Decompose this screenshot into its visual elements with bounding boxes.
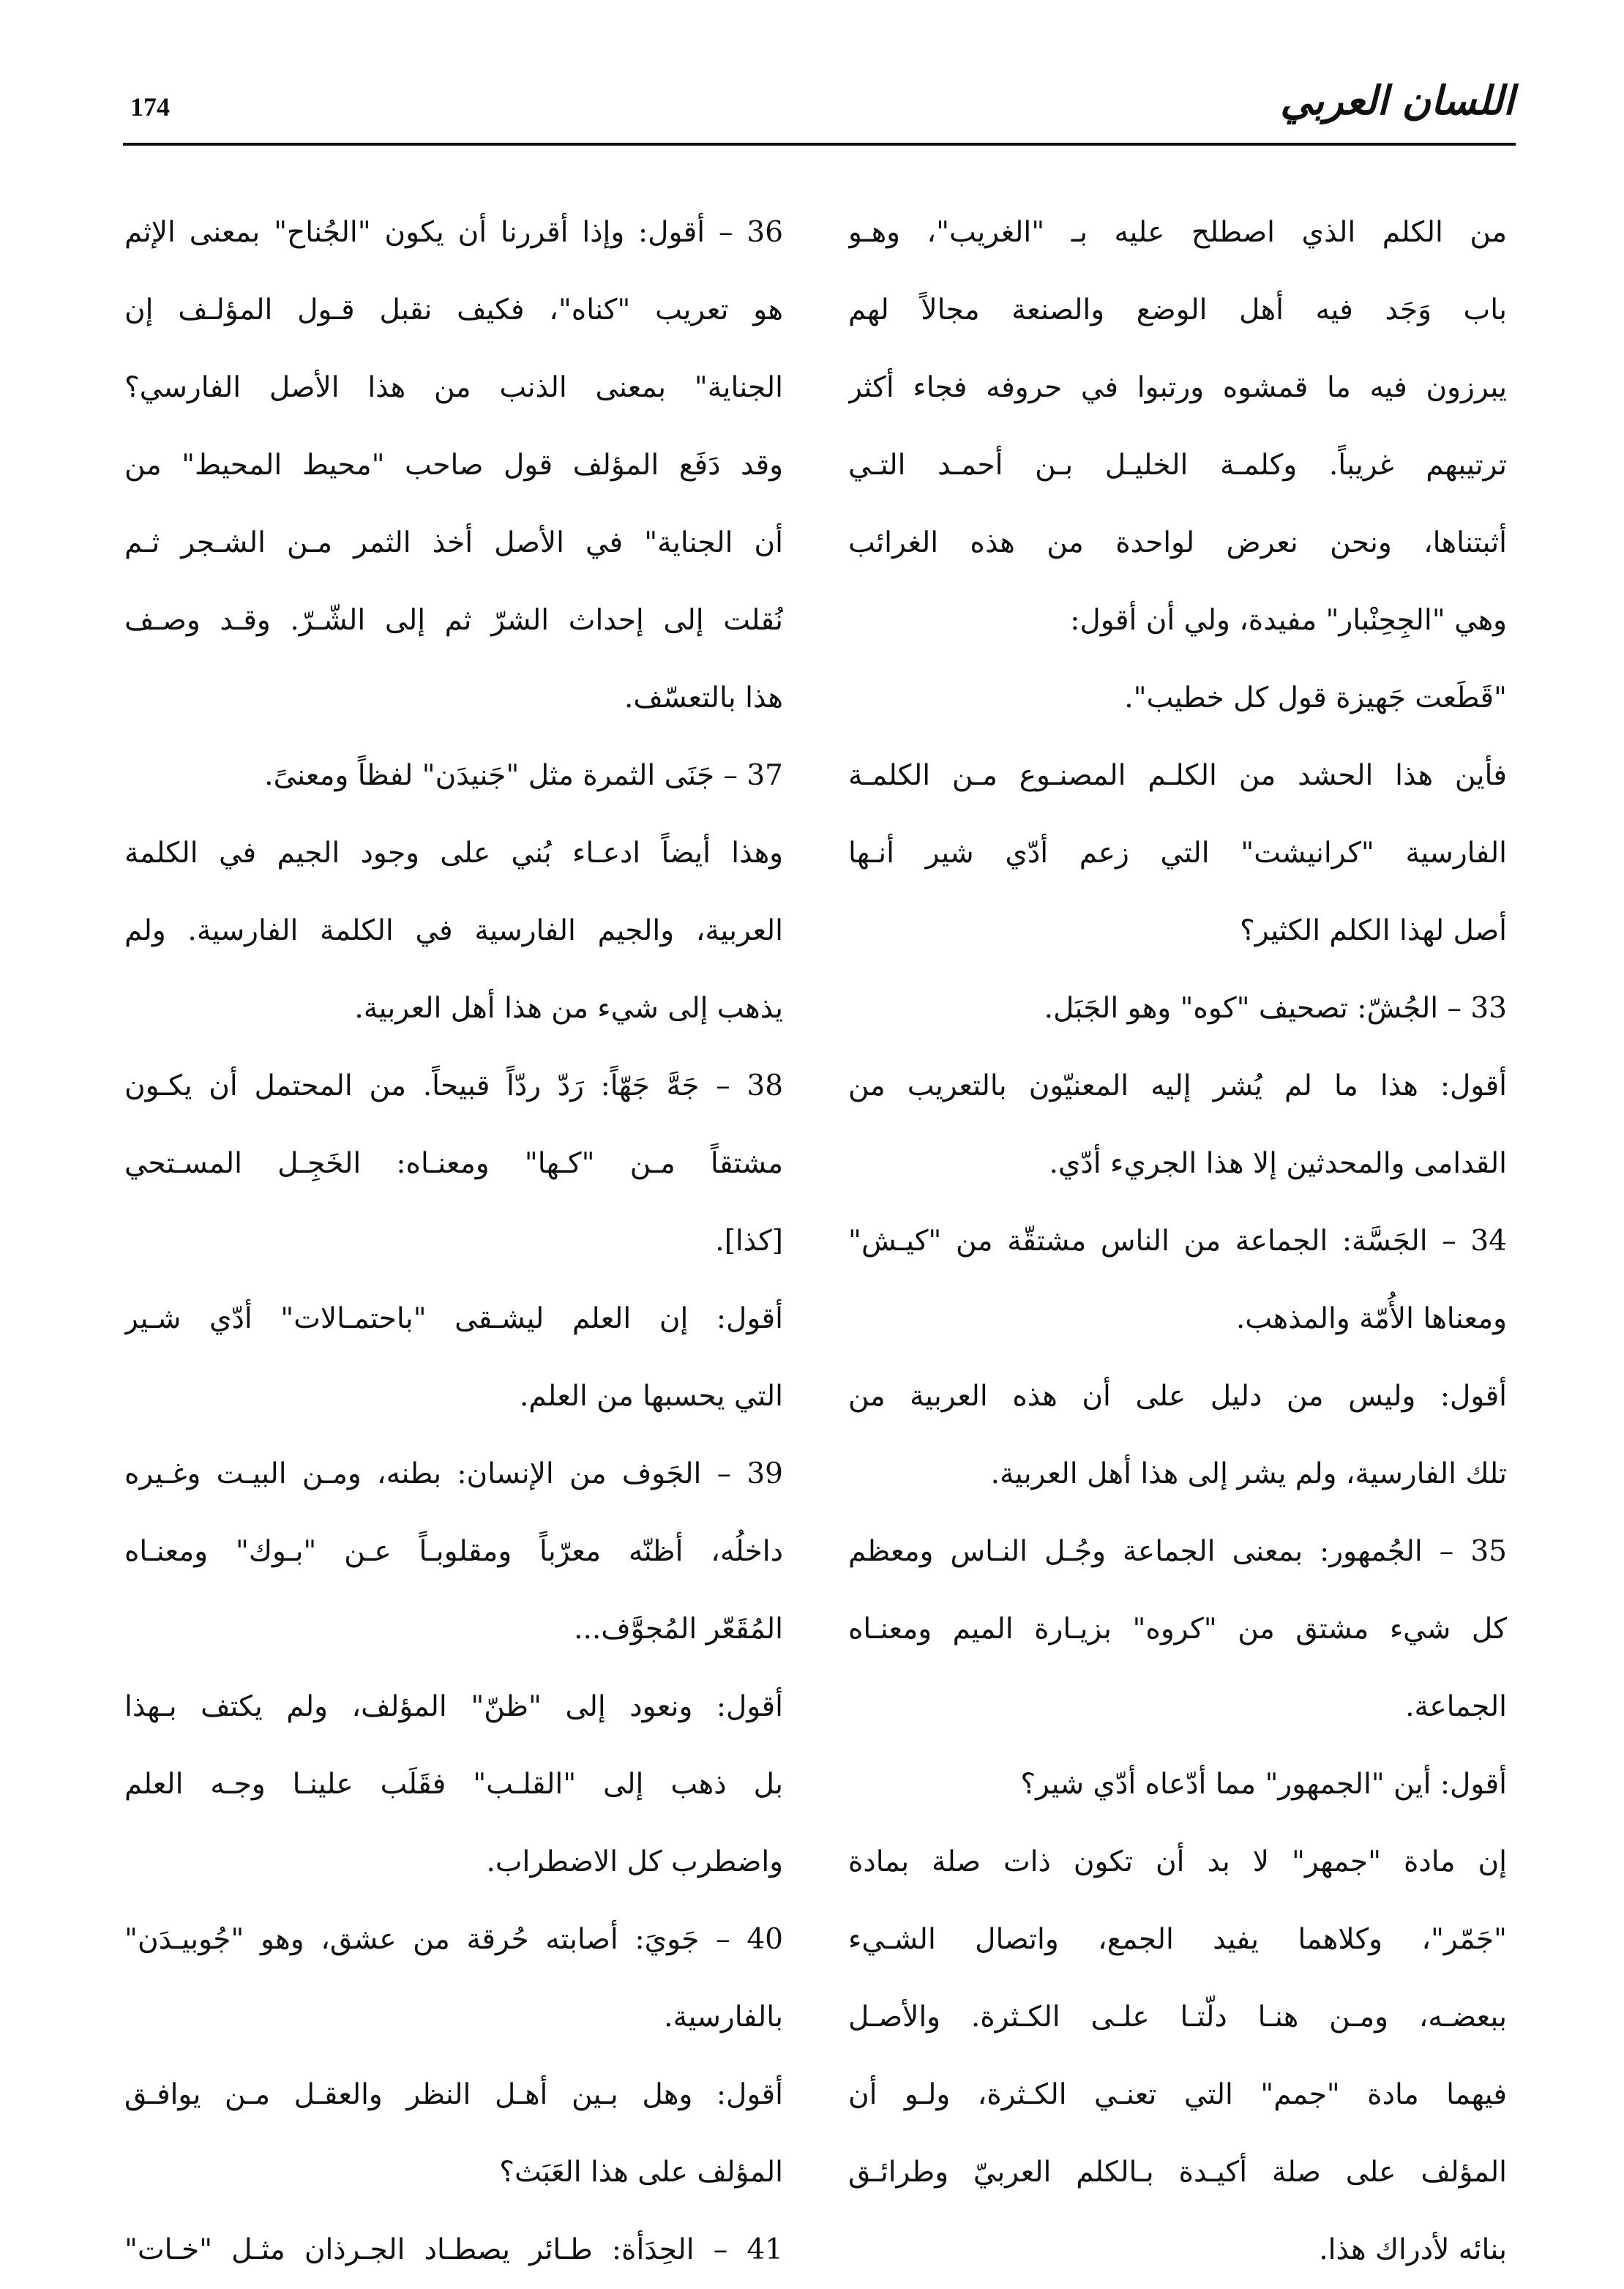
line-text: يبرزون فيه ما قمشوه ورتبوا في حروفه فجاء أكثر — [848, 371, 1507, 404]
text-line — [848, 1435, 1507, 1513]
text-line — [848, 1901, 1507, 1979]
entry-line — [124, 1435, 783, 1513]
line-text: المؤلف على هذا العَبَث؟ — [499, 2156, 783, 2189]
entry-number: 38 — [746, 1069, 783, 1102]
entry-line — [124, 1901, 783, 1979]
entry-dash: – — [1427, 1225, 1471, 1258]
text-line — [124, 582, 783, 660]
entry-number: 33 — [1470, 992, 1507, 1025]
text-line — [124, 1591, 783, 1668]
text-line — [848, 1746, 1507, 1823]
line-text: "جَمّر"، وكلاهما يفيد الجمع، واتصال الشـيء — [848, 1923, 1507, 1956]
line-text: ترتيبهم غريباً. وكلمـة الخليـل بـن أحمـد التـي — [848, 449, 1507, 482]
running-title: اللسان العربي — [1280, 77, 1514, 124]
line-text: ومعناها الأُمّة والمذهب. — [1235, 1302, 1507, 1335]
line-text: بنائه لأدراك هذا. — [1319, 2233, 1507, 2266]
line-text: الجماعة. — [1405, 1690, 1507, 1723]
entry-dash: – — [701, 1457, 747, 1490]
entry-dash: – — [1422, 1535, 1471, 1568]
entry-line — [124, 194, 783, 272]
text-line — [124, 1979, 783, 2056]
line-text: "قَطَعت جَهيزة قول كل خطيب". — [1124, 682, 1507, 714]
entry-line — [848, 970, 1507, 1048]
line-text: الفارسية "كرانيشت" التي زعم أدّي شير أنـها — [848, 837, 1507, 870]
text-line — [848, 737, 1507, 815]
text-line — [124, 272, 783, 349]
line-text: نُقلت إلى إحداث الشرّ ثم إلى الشّـرّ. وقـد وصـف — [124, 604, 783, 637]
entry-number: 36 — [746, 216, 783, 249]
text-line — [848, 1048, 1507, 1125]
page-header — [124, 70, 1514, 139]
entry-dash: – — [699, 1923, 747, 1956]
line-text: جَويَ: أصابته حُرقة من عشق، وهو "جُوبيـدَن" — [124, 1923, 700, 1956]
line-text: داخلُه، أظنّه معرّباً ومقلوبـاً عـن "بـوك" ومعنـاه — [124, 1535, 783, 1568]
text-line — [848, 2211, 1507, 2289]
entry-number: 37 — [746, 759, 783, 792]
text-line — [848, 1280, 1507, 1358]
line-text: الجَوف من الإنسان: بطنه، ومـن البيـت وغـيره — [124, 1457, 702, 1490]
line-text: وهي "الجِحِنْبار" مفيدة، ولي أن أقول: — [1070, 604, 1507, 637]
text-line — [124, 2134, 783, 2211]
text-line — [848, 1358, 1507, 1435]
line-text: أقول: وليس من دليل على أن هذه العربية من — [848, 1380, 1507, 1413]
entry-number: 34 — [1470, 1225, 1507, 1258]
text-line — [124, 504, 783, 582]
text-line — [848, 504, 1507, 582]
line-text: بل ذهب إلى "القلـب" فقَلَب علينـا وجـه العلم — [124, 1768, 783, 1801]
text-line — [848, 1591, 1507, 1668]
text-line — [848, 349, 1507, 427]
text-line — [124, 349, 783, 427]
entry-dash: – — [1438, 992, 1471, 1025]
entry-number: 41 — [746, 2233, 783, 2266]
line-text: كل شيء مشتق من "كروه" بزيـارة الميم ومعنـاه — [848, 1613, 1507, 1646]
text-line — [124, 427, 783, 504]
line-text: العربية، والجيم الفارسية في الكلمة الفارسية. ولم — [124, 914, 783, 947]
text-line — [848, 427, 1507, 504]
entry-number: 40 — [746, 1923, 783, 1956]
entry-dash: – — [694, 2233, 747, 2266]
text-line — [124, 815, 783, 892]
text-line — [848, 815, 1507, 892]
text-line — [848, 2134, 1507, 2211]
entry-line — [848, 1513, 1507, 1591]
line-text: أقول: هذا ما لم يُشر إليه المعنيّون بالتعريب من — [848, 1069, 1507, 1102]
text-line — [124, 1358, 783, 1435]
entry-dash: – — [714, 759, 747, 792]
entry-number: 39 — [746, 1457, 783, 1490]
line-text: إن مادة "جمهر" لا بد أن تكون ذات صلة بمادة — [848, 1845, 1507, 1878]
line-text: مشتقاً مـن "كـها" ومعنـاه: الخَجِـل المسـتحي — [124, 1147, 783, 1180]
line-text: بالفارسية. — [664, 2001, 783, 2034]
line-text: أقول: إن العلم ليشـقى "باحتمـالات" أدّي شـير — [124, 1302, 783, 1335]
text-line — [124, 1203, 783, 1280]
line-text: جَنَى الثمرة مثل "جَنيدَن" لفظاً ومعنىً. — [264, 759, 715, 792]
line-text: التي يحسبها من العلم. — [519, 1380, 783, 1413]
text-line — [124, 1280, 783, 1358]
header-rule — [123, 143, 1516, 146]
text-line — [848, 1979, 1507, 2056]
text-line — [124, 970, 783, 1048]
page-number: 174 — [130, 92, 170, 122]
line-text: أقول: وإذا أقررنا أن يكون "الجُناح" بمعنى الإثم — [124, 216, 706, 249]
line-text: ببعضـه، ومـن هنـا دلّتـا علـى الكـثرة. والأصـل — [848, 2001, 1507, 2034]
text-line — [848, 1823, 1507, 1901]
line-text: المُقَعّر المُجوَّف... — [574, 1613, 783, 1646]
entry-line — [848, 1203, 1507, 1280]
line-text: وهذا أيضاً ادعـاء بُني على وجود الجيم في الكلمة — [124, 837, 783, 870]
entry-number: 35 — [1470, 1535, 1507, 1568]
line-text: أقول: أين "الجمهور" مما أدّعاه أدّي شير؟ — [1020, 1768, 1507, 1801]
text-line — [124, 2056, 783, 2134]
line-text: أن الجناية" في الأصل أخذ الثمر مـن الشـجر ثـم — [124, 526, 783, 559]
line-text: هو تعريب "كناه"، فكيف نقبل قـول المؤلـف إن — [124, 294, 783, 326]
entry-line — [124, 737, 783, 815]
line-text: القدامى والمحدثين إلا هذا الجريء أدّي. — [1049, 1147, 1507, 1180]
text-line — [124, 1513, 783, 1591]
line-text: الجناية" بمعنى الذنب من هذا الأصل الفارسي؟ — [124, 371, 783, 404]
line-text: أقول: وهل بـين أهـل النظر والعقـل مـن يوافـق — [124, 2078, 783, 2111]
line-text: جَهَّ جَهّاً: رَدّ ردّاً قبيحاً. من المحتمل أن يكـون — [124, 1069, 700, 1102]
text-line — [848, 194, 1507, 272]
entry-line — [124, 2211, 783, 2289]
text-line — [124, 1746, 783, 1823]
line-text: وقد دَفَع المؤلف قول صاحب "محيط المحيط" من — [124, 449, 783, 482]
text-line — [848, 660, 1507, 737]
text-line — [848, 892, 1507, 970]
line-text: واضطرب كل الاضطراب. — [486, 1845, 783, 1878]
left-column — [124, 194, 783, 2289]
line-text: الجُشّ: تصحيف "كوه" وهو الجَبَل. — [1044, 992, 1439, 1025]
line-text: تلك الفارسية، ولم يشر إلى هذا أهل العربية. — [990, 1457, 1507, 1490]
text-line — [848, 272, 1507, 349]
line-text: أصل لهذا الكلم الكثير؟ — [1240, 914, 1507, 947]
line-text: هذا بالتعسّف. — [624, 682, 783, 714]
text-line — [124, 1125, 783, 1203]
entry-dash: – — [699, 1069, 747, 1102]
line-text: يذهب إلى شيء من هذا أهل العربية. — [354, 992, 783, 1025]
line-text: الجُمهور: بمعنى الجماعة وجُـل النـاس ومعظم — [848, 1535, 1423, 1568]
line-text: الحِدَأة: طـائر يصطـاد الجـرذان مثـل "خـات" — [124, 2233, 695, 2266]
text-line — [124, 892, 783, 970]
text-line — [848, 1125, 1507, 1203]
text-line — [848, 1668, 1507, 1746]
line-text: أقول: ونعود إلى "ظنّ" المؤلف، ولم يكتف بـهذا — [124, 1690, 783, 1723]
line-text: فيهما مادة "جمم" التي تعنـي الكـثرة، ولـو أن — [848, 2078, 1507, 2111]
text-line — [848, 582, 1507, 660]
line-text: فأين هذا الحشد من الكلـم المصنـوع مـن الكلمـة — [848, 759, 1507, 792]
text-line — [124, 660, 783, 737]
entry-line — [124, 1048, 783, 1125]
text-line — [848, 2056, 1507, 2134]
line-text: باب وَجَد فيه أهل الوضع والصنعة مجالاً لهم — [848, 294, 1507, 326]
line-text: الجَسَّة: الجماعة من الناس مشتقّة من "كيـش" — [848, 1225, 1428, 1258]
right-column — [848, 194, 1507, 2289]
line-text: أثبتناها، ونحن نعرض لواحدة من هذه الغرائب — [848, 526, 1507, 559]
line-text: [كذا]. — [715, 1225, 783, 1258]
text-line — [124, 1823, 783, 1901]
line-text: من الكلم الذي اصطلح عليه بـ "الغريب"، وهـو — [848, 216, 1507, 249]
text-line — [124, 1668, 783, 1746]
line-text: المؤلف على صلة أكيـدة بـالكلم العربيّ وطرائـق — [848, 2156, 1507, 2189]
entry-dash: – — [705, 216, 747, 249]
